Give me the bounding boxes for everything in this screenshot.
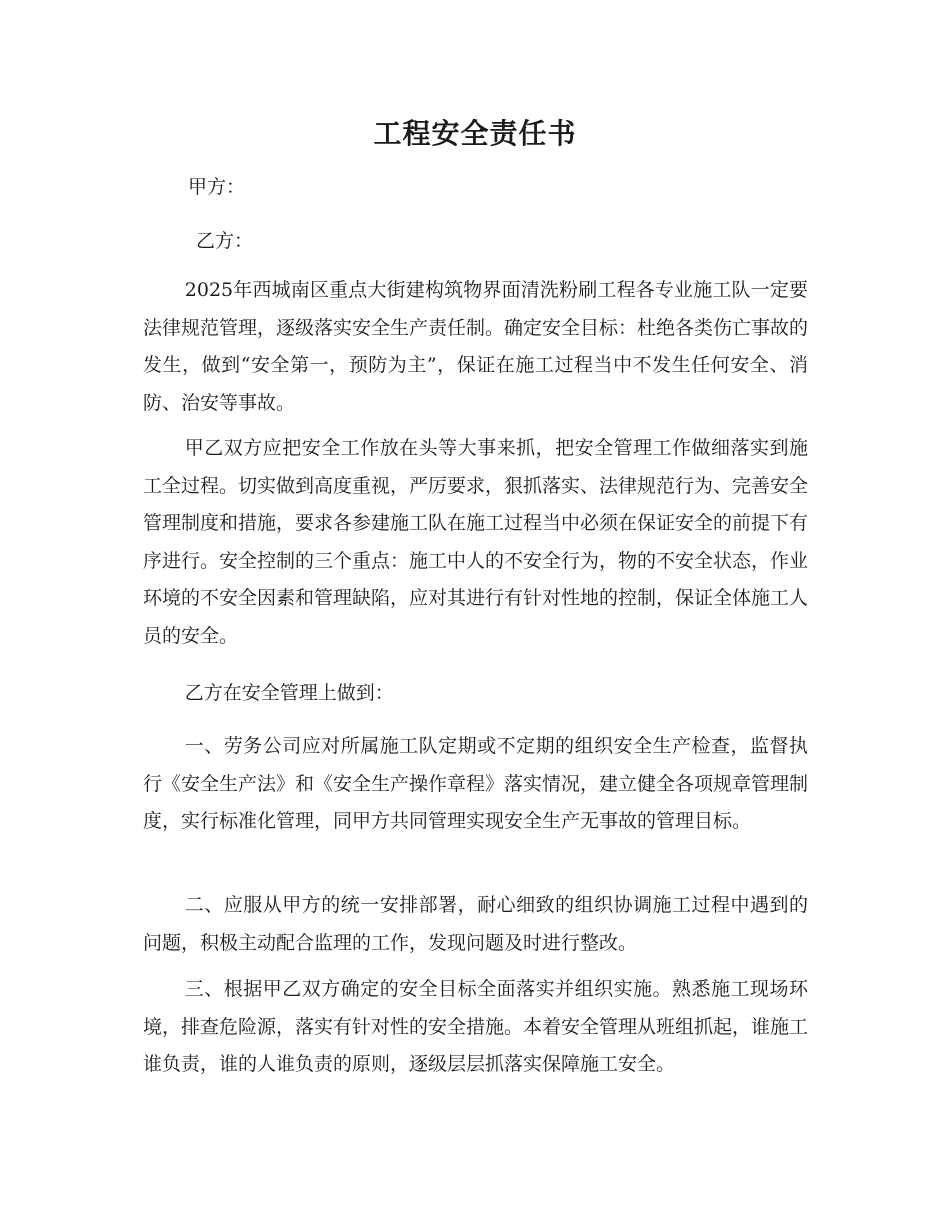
paragraph-joint-responsibility: 甲乙双方应把安全工作放在头等大事来抓，把安全管理工作做细落实到施工全过程。切实做到高度重视，严厉要求，狠抓落实、法律规范行为、完善安全管理制度和措施，要求各参建施工队在施工过程当中必须在保证安全的前提下有序进行。安全控制的三个重点：施工中人的不安全行为，物的不安全状态，作业环境的不安全因素和管理缺陷，应对其进行有针对性地的控制，保证全体施工人员的安全。 bbox=[143, 437, 809, 647]
paragraph-clause-2: 二、应服从甲方的统一安排部署，耐心细致的组织协调施工过程中遇到的问题，积极主动配合监理的工作，发现问题及时进行整改。 bbox=[143, 894, 808, 954]
party-a-label: 甲方： bbox=[188, 176, 246, 198]
paragraph-clause-1: 一、劳务公司应对所属施工队定期或不定期的组织安全生产检查，监督执行《安全生产法》和《安全生产操作章程》落实情况，建立健全各项规章管理制度，实行标准化管理，同甲方共同管理实现安全生产无事故的管理目标。 bbox=[143, 735, 809, 832]
paragraph-clause-3: 三、根据甲乙双方确定的安全目标全面落实并组织实施。熟悉施工现场环境，排查危险源，落实有针对性的安全措施。本着安全管理从班组抓起，谁施工谁负责，谁的人谁负责的原则，逐级层层抓落实保障施工安全。 bbox=[143, 978, 809, 1075]
party-b-label: 乙方： bbox=[196, 230, 254, 252]
document-title: 工程安全责任书 bbox=[373, 117, 577, 150]
paragraph-party-b-intro: 乙方在安全管理上做到： bbox=[184, 682, 394, 704]
paragraph-safety-goal: 2025年西城南区重点大街建构筑物界面清洗粉刷工程各专业施工队一定要法律规范管理，逐级落实安全生产责任制。确定安全目标：杜绝各类伤亡事故的发生，做到“安全第一，预防为主”，保证在施工过程当中不发生任何安全、消防、治安等事故。 bbox=[143, 279, 809, 414]
